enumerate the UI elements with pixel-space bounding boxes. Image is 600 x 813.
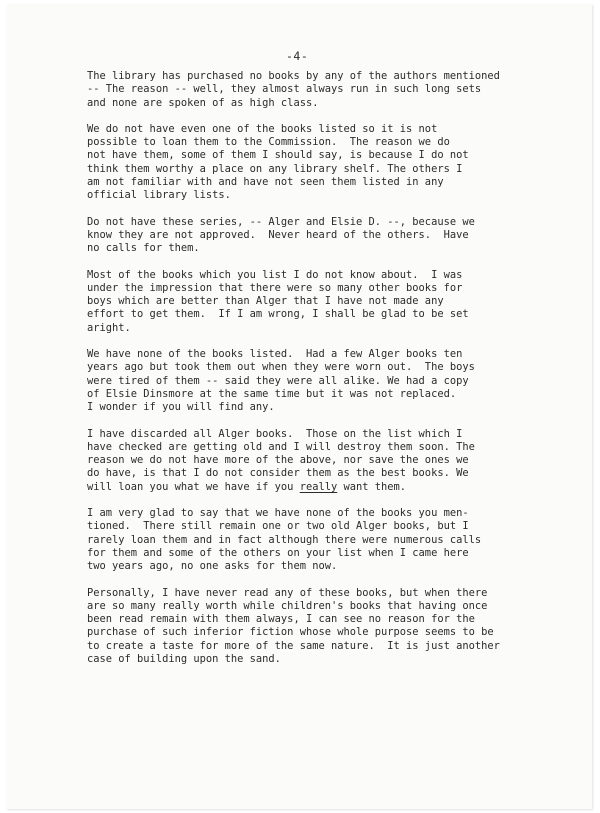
text-segment: want them. [337, 480, 407, 493]
text-line: am not familiar with and have not seen them listed in any [87, 176, 444, 189]
paragraph [87, 348, 567, 414]
text-line: reason we do not have more of the above, nor save the ones we [87, 454, 469, 467]
text-line: no calls for them. [87, 242, 200, 255]
text-line: Do not have these series, -- Alger and Elsie D. --, because we [87, 215, 475, 228]
text-line: Most of the books which you list I do not know about. I was [87, 268, 463, 281]
text-line: under the impression that there were so many other books for [87, 281, 463, 294]
text-segment: will loan you what we have if you [87, 480, 300, 493]
text-line: to create a taste for more of the same nature. It is just another [87, 639, 500, 652]
paragraph [87, 587, 567, 667]
text-line: We have none of the books listed. Had a few Alger books ten [87, 348, 463, 361]
text-line: aright. [87, 321, 131, 334]
paragraph [87, 216, 567, 256]
text-line: I am very glad to say that we have none of the books you men- [87, 507, 469, 520]
paragraph [87, 428, 567, 494]
page-number: -4- [286, 49, 309, 63]
paragraph [87, 507, 567, 573]
document-page [6, 4, 592, 809]
text-line: tioned. There still remain one or two old Alger books, but I [87, 520, 469, 533]
text-line: were tired of them -- said they were all alike. We had a copy [87, 374, 469, 387]
text-line: We do not have even one of the books listed so it is not [87, 122, 438, 135]
text-line: I have discarded all Alger books. Those on the list which I [87, 427, 463, 440]
text-line: rarely loan them and in fact although there were numerous calls [87, 533, 482, 546]
text-line: know they are not approved. Never heard of the others. Have [87, 228, 469, 241]
text-line: of Elsie Dinsmore at the same time but it was not replaced. [87, 387, 457, 400]
text-line: have checked are getting old and I will destroy them soon. The [87, 440, 475, 453]
paragraph [87, 70, 567, 110]
text-line: two years ago, no one asks for them now. [87, 560, 338, 573]
text-line: think them worthy a place on any library shelf. The others I [87, 162, 463, 175]
text-line: case of building upon the sand. [87, 652, 281, 665]
text-line: been read remain with them always, I can see no reason for the [87, 613, 475, 626]
text-line: for them and some of the others on your list when I came here [87, 546, 469, 559]
letter-body [87, 70, 567, 679]
paragraph [87, 269, 567, 335]
text-line: do have, is that I do not consider them as the best books. We [87, 467, 469, 480]
text-line [87, 481, 567, 494]
text-line: purchase of such inferior fiction whose whole purpose seems to be [87, 626, 494, 639]
text-line: boys which are better than Alger that I have not made any [87, 295, 444, 308]
text-line: possible to loan them to the Commission. The reason we do [87, 136, 450, 149]
text-line: I wonder if you will find any. [87, 401, 275, 414]
text-line: effort to get them. If I am wrong, I shall be glad to be set [87, 308, 469, 321]
text-line: Personally, I have never read any of these books, but when there [87, 586, 488, 599]
paragraph [87, 123, 567, 203]
text-line: not have them, some of them I should say, is because I do not [87, 149, 469, 162]
underlined-word: really [299, 480, 338, 493]
text-line: official library lists. [87, 189, 231, 202]
text-line: The library has purchased no books by any of the authors mentioned [87, 70, 500, 82]
text-line: are so many really worth while children's books that having once [87, 599, 488, 612]
text-line: years ago but took them out when they were worn out. The boys [87, 361, 475, 374]
text-line: and none are spoken of as high class. [87, 96, 319, 109]
text-line: -- The reason -- well, they almost always run in such long sets [87, 83, 482, 96]
